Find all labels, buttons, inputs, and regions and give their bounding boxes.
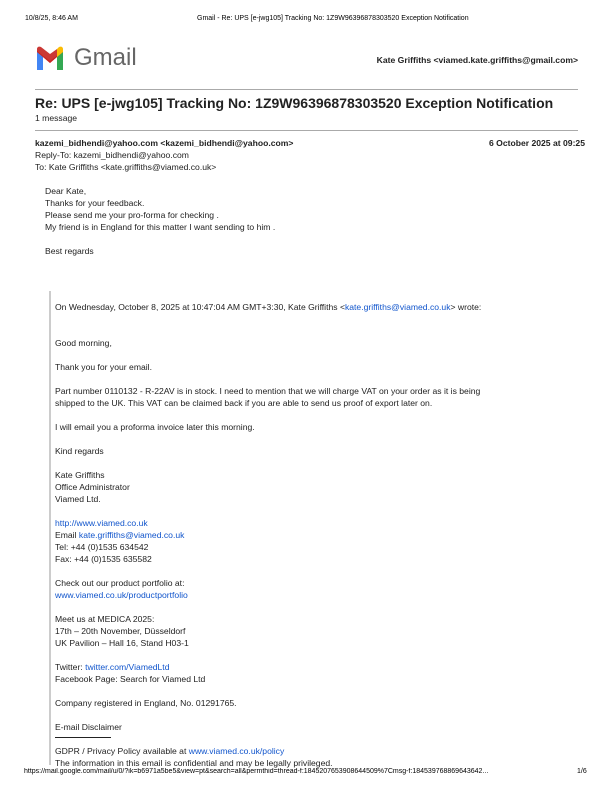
part-line: Part number 0110132 - R-22AV is in stock. I need to mention that we will charge VAT on your order as it is being: [55, 386, 481, 396]
tel-line: Tel: +44 (0)1535 634542: [55, 542, 149, 552]
company-registration: Company registered in England, No. 01291765.: [55, 698, 237, 708]
policy-link[interactable]: www.viamed.co.uk/policy: [188, 746, 285, 756]
facebook-line: Facebook Page: Search for Viamed Ltd: [55, 674, 206, 684]
body-line: Dear Kate,: [45, 186, 87, 196]
website-link[interactable]: http://www.viamed.co.uk: [55, 518, 148, 528]
portfolio-link[interactable]: www.viamed.co.uk/productportfolio: [55, 590, 188, 600]
proforma-line: I will email you a proforma invoice later this morning.: [55, 422, 255, 432]
disclaimer-rule: [55, 737, 111, 738]
medica-stand: UK Pavilion – Hall 16, Stand H03-1: [55, 638, 189, 648]
part-line: shipped to the UK. This VAT can be claimed back if you are able to send us proof of export later on.: [55, 398, 433, 408]
print-datetime: 10/8/25, 8:46 AM: [25, 15, 78, 22]
message-body: [45, 185, 275, 257]
fax-line: Fax: +44 (0)1535 635582: [55, 554, 152, 564]
gdpr-line: GDPR / Privacy Policy available at www.viamed.co.uk/policy: [55, 746, 285, 756]
twitter-line: Twitter: twitter.com/ViamedLtd: [55, 662, 170, 672]
body-line: Please send me your pro-forma for checking .: [45, 210, 219, 220]
medica-line: Meet us at MEDICA 2025:: [55, 614, 155, 624]
email-line: Email kate.griffiths@viamed.co.uk: [55, 530, 185, 540]
quote-email-link[interactable]: kate.griffiths@viamed.co.uk: [344, 302, 451, 312]
message-count: 1 message: [35, 113, 78, 123]
print-url: https://mail.google.com/mail/u/0/?ik=b6971a5be5&view=pt&search=all&permthid=thread-f:1845207653908644509%7Cmsg-f:184539768869643642...: [24, 768, 489, 775]
twitter-link[interactable]: twitter.com/ViamedLtd: [85, 662, 170, 672]
quote-bar: [49, 291, 51, 765]
recipient: To: Kate Griffiths <kate.griffiths@viamed.co.uk>: [35, 162, 217, 172]
confidential-line: The information in this email is confidential and may be legally privileged.: [55, 758, 333, 768]
signature-name: Kate Griffiths: [55, 470, 105, 480]
portfolio-label: Check out our product portfolio at:: [55, 578, 185, 588]
page-number: 1/6: [577, 768, 587, 775]
thread-subject: Re: UPS [e-jwg105] Tracking No: 1Z9W96396878303520 Exception Notification: [35, 95, 554, 111]
thanks-line: Thank you for your email.: [55, 362, 152, 372]
gmail-logo-icon: [35, 46, 65, 70]
signature-title: Office Administrator: [55, 482, 130, 492]
quoted-message: [55, 301, 481, 769]
kind-regards: Kind regards: [55, 446, 104, 456]
account-label: Kate Griffiths <viamed.kate.griffiths@gmail.com>: [376, 55, 578, 65]
print-title: Gmail - Re: UPS [e-jwg105] Tracking No: 1Z9W96396878303520 Exception Notification: [197, 15, 469, 22]
divider: [35, 130, 578, 131]
body-line: My friend is in England for this matter I want sending to him .: [45, 222, 276, 232]
gmail-wordmark: Gmail: [74, 44, 137, 71]
message-date: 6 October 2025 at 09:25: [488, 138, 585, 148]
disclaimer-heading: E-mail Disclaimer: [55, 722, 122, 732]
body-line: Thanks for your feedback.: [45, 198, 145, 208]
quote-intro: On Wednesday, October 8, 2025 at 10:47:04 AM GMT+3:30, Kate Griffiths <kate.griffiths@viamed.co.uk> wrote:: [55, 302, 482, 312]
divider: [35, 89, 578, 90]
closing: Best regards: [45, 246, 94, 256]
sender: kazemi_bidhendi@yahoo.com <kazemi_bidhendi@yahoo.com>: [35, 138, 294, 148]
greeting: Good morning,: [55, 338, 112, 348]
medica-dates: 17th – 20th November, Düsseldorf: [55, 626, 186, 636]
signature-company: Viamed Ltd.: [55, 494, 101, 504]
signature-email-link[interactable]: kate.griffiths@viamed.co.uk: [78, 530, 185, 540]
reply-to: Reply-To: kazemi_bidhendi@yahoo.com: [35, 150, 189, 160]
